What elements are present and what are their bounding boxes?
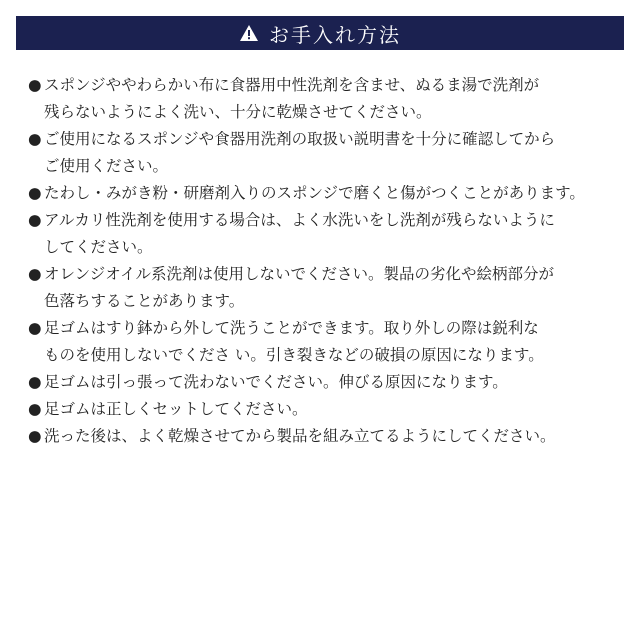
- bullet-icon: ●: [28, 265, 42, 283]
- item-text-line: 残らないようによく洗い、十分に乾燥させてください。: [44, 103, 432, 121]
- list-item: [26, 315, 626, 369]
- bullet-icon: ●: [28, 130, 42, 148]
- item-text-line: ご使用になるスポンジや食器用洗剤の取扱い説明書を十分に確認してから: [44, 130, 556, 148]
- list-item: [26, 396, 626, 423]
- bullet-icon: ●: [28, 184, 42, 202]
- item-text-line: ものを使用しないでくださ い。引き裂きなどの破損の原因になります。: [44, 346, 544, 364]
- bullet-icon: ●: [28, 400, 42, 418]
- item-text-line: 足ゴムは引っ張って洗わないでください。伸びる原因になります。: [44, 373, 508, 391]
- bullet-icon: ●: [28, 211, 42, 229]
- item-text-line: オレンジオイル系洗剤は使用しないでください。製品の劣化や絵柄部分が: [44, 265, 554, 283]
- bullet-icon: ●: [28, 427, 42, 445]
- bullet-icon: ●: [28, 76, 42, 94]
- item-text-line: ご使用ください。: [44, 157, 169, 175]
- list-item: [26, 207, 626, 261]
- list-item: [26, 126, 626, 180]
- item-text-line: 足ゴムはすり鉢から外して洗うことができます。取り外しの際は鋭利な: [44, 319, 539, 337]
- page-title: お手入れ方法: [269, 22, 401, 47]
- header-bar: [16, 16, 624, 50]
- item-text-line: 足ゴムは正しくセットしてください。: [44, 400, 308, 418]
- item-text-line: スポンジややわらかい布に食器用中性洗剤を含ませ、ぬるま湯で洗剤が: [44, 76, 540, 94]
- list-item: [26, 369, 626, 396]
- bullet-icon: ●: [28, 373, 42, 391]
- item-text-line: 洗った後は、よく乾燥させてから製品を組み立てるようにしてください。: [44, 427, 556, 445]
- care-instructions-list: [26, 72, 626, 450]
- item-text-line: たわし・みがき粉・研磨剤入りのスポンジで磨くと傷がつくことがあります。: [44, 184, 585, 202]
- warning-icon: [239, 24, 259, 42]
- list-item: [26, 72, 626, 126]
- item-text-line: してください。: [44, 238, 153, 256]
- item-text-line: 色落ちすることがあります。: [44, 292, 245, 310]
- bullet-icon: ●: [28, 319, 42, 337]
- list-item: [26, 261, 626, 315]
- item-text-line: アルカリ性洗剤を使用する場合は、よく水洗いをし洗剤が残らないように: [44, 211, 555, 229]
- list-item: [26, 423, 626, 450]
- list-item: [26, 180, 626, 207]
